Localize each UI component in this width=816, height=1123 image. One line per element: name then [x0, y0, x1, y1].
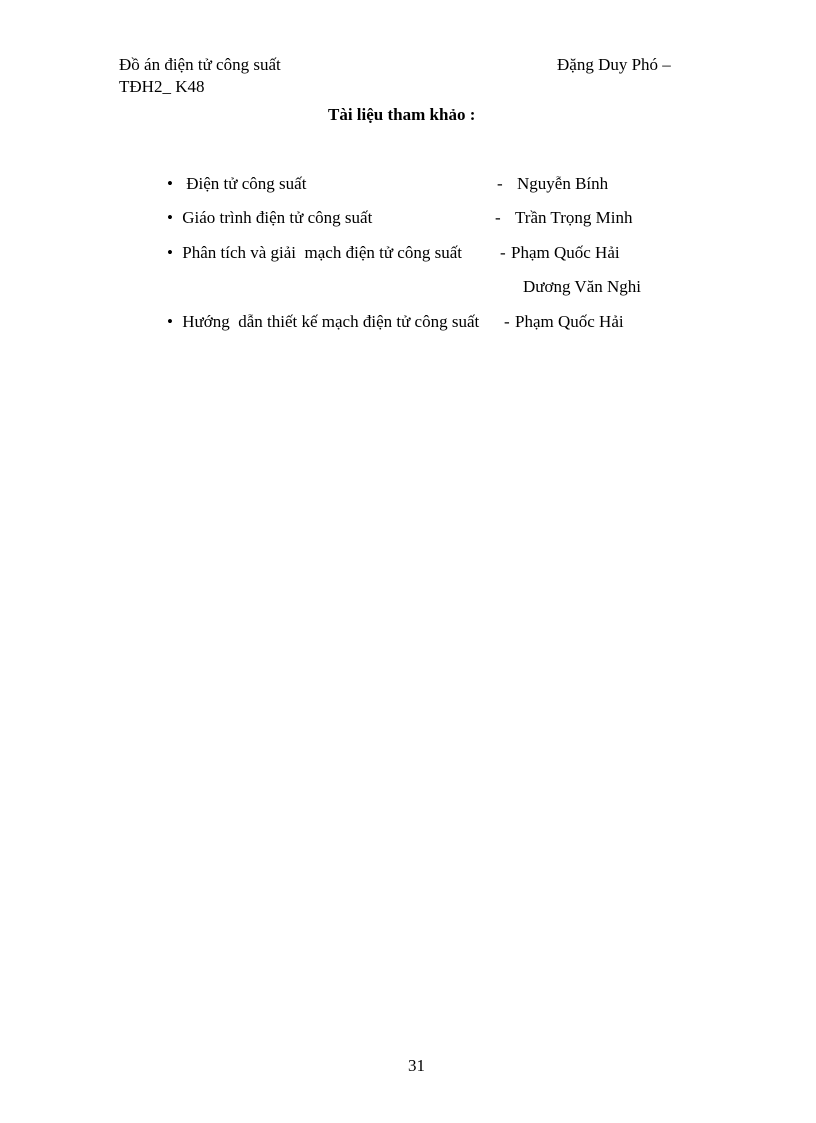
reference-author: Phạm Quốc Hải	[511, 243, 620, 262]
header-class: TĐH2_ K48	[119, 77, 205, 96]
reference-item	[167, 313, 479, 330]
reference-title: Giáo trình điện tử công suất	[182, 208, 373, 227]
reference-co-author: Dương Văn Nghi	[523, 277, 641, 296]
section-title: Tài liệu tham khảo :	[328, 105, 476, 124]
reference-separator: -	[504, 312, 510, 331]
bullet: •	[167, 312, 173, 331]
reference-author: Phạm Quốc Hải	[515, 312, 624, 331]
reference-title: Điện tử công suất	[186, 174, 307, 193]
header-author: Đặng Duy Phó –	[557, 55, 671, 74]
reference-item	[167, 209, 372, 226]
reference-author: Nguyễn Bính	[517, 174, 609, 193]
reference-separator: -	[500, 243, 506, 262]
bullet: •	[167, 174, 173, 193]
reference-item	[167, 244, 462, 261]
reference-item	[167, 175, 306, 192]
reference-separator: -	[497, 174, 503, 193]
header-document-title: Đồ án điện tử công suất	[119, 55, 281, 74]
reference-title: Phân tích và giải mạch điện tử công suất	[182, 243, 462, 262]
bullet: •	[167, 243, 173, 262]
reference-separator: -	[495, 208, 501, 227]
reference-author: Trần Trọng Minh	[515, 208, 633, 227]
page-number: 31	[408, 1056, 425, 1075]
bullet: •	[167, 208, 173, 227]
reference-title: Hướng dẫn thiết kế mạch điện tử công suất	[182, 312, 480, 331]
